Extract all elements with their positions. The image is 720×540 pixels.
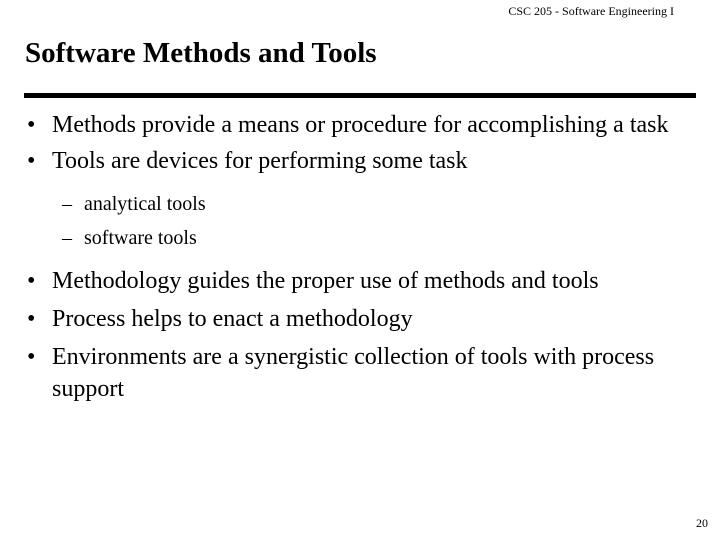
sub-bullet-item — [0, 187, 720, 221]
sub-bullet-text: software tools — [84, 227, 197, 249]
sub-bullet-item — [0, 221, 720, 255]
dash-icon: – — [62, 227, 72, 249]
bullet-icon: • — [27, 148, 36, 174]
bullet-icon: • — [27, 112, 36, 138]
bullet-text: Methods provide a means or procedure for accomplishing a task — [52, 112, 669, 138]
page-number: 20 — [696, 516, 708, 530]
bullet-icon: • — [27, 306, 36, 332]
title-divider — [24, 93, 696, 98]
slide-title: Software Methods and Tools — [25, 37, 377, 69]
dash-icon: – — [62, 193, 72, 215]
bullet-item — [0, 145, 702, 177]
bullet-text: Tools are devices for performing some task — [52, 148, 468, 174]
bullet-item — [0, 109, 702, 141]
bullet-icon: • — [27, 344, 36, 370]
bullet-item — [0, 265, 702, 297]
slide-header: CSC 205 - Software Engineering I — [508, 4, 674, 18]
bullet-icon: • — [27, 268, 36, 294]
bullet-item — [0, 341, 702, 405]
sub-bullet-text: analytical tools — [84, 193, 206, 215]
bullet-text: Process helps to enact a methodology — [52, 306, 413, 332]
bullet-text: Environments are a synergistic collection of tools with process support — [52, 344, 655, 402]
bullet-item — [0, 303, 702, 335]
slide-body — [0, 109, 720, 405]
bullet-text: Methodology guides the proper use of methods and tools — [52, 268, 599, 294]
